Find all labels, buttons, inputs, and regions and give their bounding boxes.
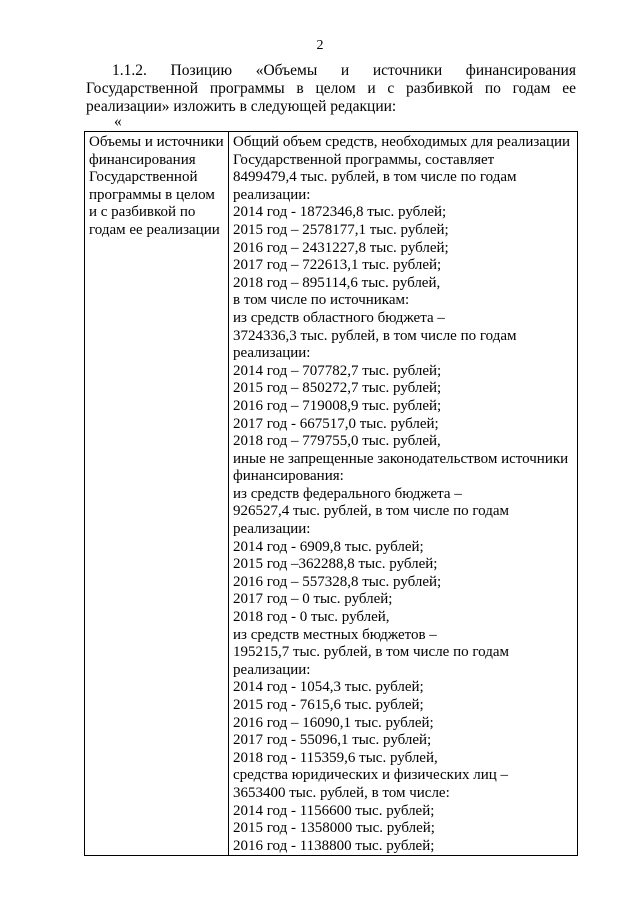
- table-text-line: 2015 год – 850272,7 тыс. рублей;: [233, 380, 442, 397]
- table-text-line: из средств федерального бюджета –: [233, 485, 462, 502]
- table-text-line: 3724336,3 тыс. рублей, в том числе по годам: [233, 327, 517, 344]
- table-text-line: 3653400 тыс. рублей, в том числе:: [233, 784, 450, 801]
- table-text-line: 2015 год - 7615,6 тыс. рублей;: [233, 697, 424, 713]
- table-text-line: реализации:: [233, 521, 311, 538]
- table-text-line: 2018 год - 0 тыс. рублей,: [233, 609, 390, 626]
- table-text-line: иные не запрещенные законодательством источники: [233, 450, 569, 467]
- intro-word: с: [387, 80, 395, 97]
- table-text-line: 2016 год - 1138800 тыс. рублей;: [233, 837, 435, 854]
- table-text-line: 8499479,4 тыс. рублей, в том числе по годам: [233, 169, 517, 186]
- intro-word: Позицию: [170, 62, 233, 79]
- funding-details-text: [233, 134, 577, 855]
- table-text-line: реализации:: [233, 661, 311, 678]
- table-text-line: 2017 год – 0 тыс. рублей;: [233, 591, 393, 608]
- table-text-line: 2014 год – 707782,7 тыс. рублей;: [233, 362, 442, 379]
- intro-word: и: [367, 80, 376, 97]
- table-text-line: 2015 год –362288,8 тыс. рублей;: [233, 556, 438, 573]
- page-number: 2: [316, 38, 324, 53]
- table-text-line: 2014 год - 1156600 тыс. рублей;: [233, 802, 435, 819]
- table-text-line: Государственной программы, составляет: [233, 151, 495, 168]
- table-text-line: годам ее реализации: [89, 221, 220, 238]
- table-text-line: 2015 год – 2578177,1 тыс. рублей;: [233, 221, 449, 238]
- intro-word: ее: [562, 80, 576, 97]
- table-text-line: средства юридических и физических лиц –: [233, 767, 509, 784]
- table-row: [85, 132, 578, 856]
- intro-word: финансирования: [465, 62, 576, 79]
- intro-word: Государственной: [86, 80, 199, 97]
- intro-line-2: [86, 80, 576, 98]
- intro-line-3: реализации» изложить в следующей редакции:: [86, 98, 397, 115]
- intro-word: по: [484, 80, 501, 97]
- table-text-line: 2014 год - 6909,8 тыс. рублей;: [233, 538, 424, 555]
- table-text-line: реализации:: [233, 186, 311, 203]
- table-text-line: и с разбивкой по: [89, 204, 196, 221]
- program-funding-table: [84, 131, 578, 856]
- intro-word: целом: [315, 80, 356, 97]
- table-text-line: 2016 год – 16090,1 тыс. рублей;: [233, 714, 434, 731]
- table-text-line: 2018 год – 779755,0 тыс. рублей,: [233, 433, 441, 450]
- table-text-line: из средств областного бюджета –: [233, 309, 445, 326]
- table-text-line: 2014 год - 1872346,8 тыс. рублей;: [233, 204, 447, 221]
- table-text-line: Государственной: [89, 169, 198, 186]
- intro-paragraph: [86, 62, 576, 116]
- table-text-line: 2018 год – 895114,6 тыс. рублей,: [233, 274, 441, 291]
- position-name-text: [89, 134, 228, 240]
- table-text-line: 2015 год - 1358000 тыс. рублей;: [233, 820, 435, 837]
- table-text-line: 2014 год - 1054,3 тыс. рублей;: [233, 679, 424, 696]
- table-text-line: 195215,7 тыс. рублей, в том числе по годам: [233, 644, 509, 661]
- table-text-line: программы в целом: [89, 186, 215, 203]
- opening-quote-mark: «: [114, 113, 122, 130]
- intro-word: программы: [209, 80, 285, 97]
- table-text-line: Общий объем средств, необходимых для реализации: [233, 134, 571, 150]
- table-text-line: в том числе по источникам:: [233, 292, 410, 309]
- table-text-line: 2018 год - 115359,6 тыс. рублей,: [233, 749, 438, 766]
- table-text-line: 2017 год - 667517,0 тыс. рублей;: [233, 415, 439, 432]
- table-cell-position-name: [85, 132, 229, 856]
- intro-word: разбивкой: [406, 80, 474, 97]
- table-text-line: из средств местных бюджетов –: [233, 626, 437, 643]
- intro-word: в: [296, 80, 304, 97]
- table-text-line: 2017 год – 722613,1 тыс. рублей;: [233, 257, 442, 274]
- table-text-line: Объемы и источники: [89, 134, 224, 150]
- table-text-line: 926527,4 тыс. рублей, в том числе по годам: [233, 503, 509, 520]
- intro-line-1: [86, 62, 576, 80]
- table-text-line: 2017 год - 55096,1 тыс. рублей;: [233, 732, 432, 749]
- intro-word: источники: [372, 62, 443, 79]
- intro-word: годам: [512, 80, 551, 97]
- table-text-line: реализации:: [233, 345, 311, 362]
- intro-word: 1.1.2.: [112, 62, 147, 79]
- table-cell-funding-details: [229, 132, 578, 856]
- table-text-line: финансирования: [89, 151, 196, 168]
- table-text-line: 2016 год – 2431227,8 тыс. рублей;: [233, 239, 449, 256]
- table-text-line: 2016 год – 719008,9 тыс. рублей;: [233, 397, 442, 414]
- intro-word: и: [340, 62, 350, 79]
- table-text-line: 2016 год – 557328,8 тыс. рублей;: [233, 573, 442, 590]
- table-text-line: финансирования:: [233, 468, 344, 485]
- intro-word: «Объемы: [255, 62, 318, 79]
